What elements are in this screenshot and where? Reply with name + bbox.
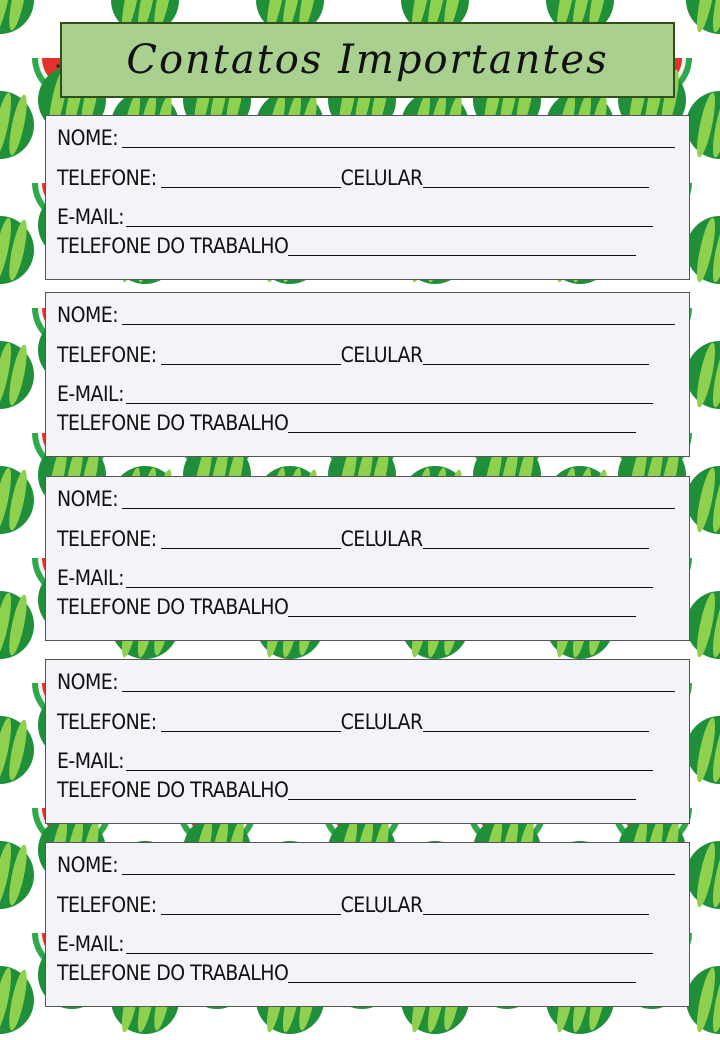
email-label: E-MAIL: <box>57 205 124 229</box>
phone-row <box>57 710 649 734</box>
email-input-line[interactable] <box>126 226 653 227</box>
email-input-line[interactable] <box>126 587 653 588</box>
name-label: NOME: <box>57 670 119 694</box>
name-row <box>57 126 675 150</box>
name-input-line[interactable] <box>122 147 675 148</box>
work-phone-label: TELEFONE DO TRABALHO <box>57 234 289 258</box>
phone-label: TELEFONE: <box>57 343 157 367</box>
name-row <box>57 487 675 511</box>
mobile-input-line[interactable] <box>423 548 649 549</box>
work-phone-label: TELEFONE DO TRABALHO <box>57 961 289 985</box>
name-row <box>57 670 675 694</box>
name-label: NOME: <box>57 487 119 511</box>
email-row <box>57 382 653 406</box>
phone-input-line[interactable] <box>161 187 341 188</box>
contact-card-4 <box>45 659 690 824</box>
contact-card-1 <box>45 115 690 280</box>
email-row <box>57 932 653 956</box>
name-row <box>57 853 675 877</box>
work-phone-label: TELEFONE DO TRABALHO <box>57 778 289 802</box>
work-phone-input-line[interactable] <box>288 432 636 433</box>
mobile-input-line[interactable] <box>423 187 649 188</box>
email-input-line[interactable] <box>126 953 653 954</box>
work-phone-row <box>57 595 636 619</box>
email-label: E-MAIL: <box>57 749 124 773</box>
phone-row <box>57 893 649 917</box>
phone-row <box>57 343 649 367</box>
title-banner <box>60 22 675 98</box>
work-phone-row <box>57 778 636 802</box>
name-label: NOME: <box>57 853 119 877</box>
email-label: E-MAIL: <box>57 382 124 406</box>
work-phone-row <box>57 961 636 985</box>
name-row <box>57 303 675 327</box>
phone-label: TELEFONE: <box>57 893 157 917</box>
work-phone-row <box>57 234 636 258</box>
name-input-line[interactable] <box>122 324 675 325</box>
email-row <box>57 205 653 229</box>
name-input-line[interactable] <box>122 874 675 875</box>
work-phone-input-line[interactable] <box>288 799 636 800</box>
phone-input-line[interactable] <box>161 731 341 732</box>
work-phone-label: TELEFONE DO TRABALHO <box>57 411 289 435</box>
mobile-input-line[interactable] <box>423 731 649 732</box>
email-label: E-MAIL: <box>57 566 124 590</box>
phone-label: TELEFONE: <box>57 710 157 734</box>
mobile-label: CELULAR <box>340 166 423 190</box>
name-input-line[interactable] <box>122 691 675 692</box>
contact-card-5 <box>45 842 690 1007</box>
work-phone-input-line[interactable] <box>288 255 636 256</box>
phone-input-line[interactable] <box>161 548 341 549</box>
work-phone-row <box>57 411 636 435</box>
phone-row <box>57 527 649 551</box>
name-label: NOME: <box>57 126 119 150</box>
name-label: NOME: <box>57 303 119 327</box>
work-phone-label: TELEFONE DO TRABALHO <box>57 595 289 619</box>
contact-card-3 <box>45 476 690 641</box>
email-input-line[interactable] <box>126 770 653 771</box>
email-label: E-MAIL: <box>57 932 124 956</box>
work-phone-input-line[interactable] <box>288 616 636 617</box>
email-row <box>57 566 653 590</box>
mobile-label: CELULAR <box>340 710 423 734</box>
work-phone-input-line[interactable] <box>288 982 636 983</box>
name-input-line[interactable] <box>122 508 675 509</box>
mobile-label: CELULAR <box>340 343 423 367</box>
phone-label: TELEFONE: <box>57 527 157 551</box>
phone-row <box>57 166 649 190</box>
mobile-label: CELULAR <box>340 893 423 917</box>
contact-card-2 <box>45 292 690 457</box>
phone-input-line[interactable] <box>161 914 341 915</box>
email-input-line[interactable] <box>126 403 653 404</box>
page-title: Contatos Importantes <box>126 37 609 83</box>
mobile-input-line[interactable] <box>423 914 649 915</box>
phone-label: TELEFONE: <box>57 166 157 190</box>
mobile-label: CELULAR <box>340 527 423 551</box>
email-row <box>57 749 653 773</box>
phone-input-line[interactable] <box>161 364 341 365</box>
mobile-input-line[interactable] <box>423 364 649 365</box>
